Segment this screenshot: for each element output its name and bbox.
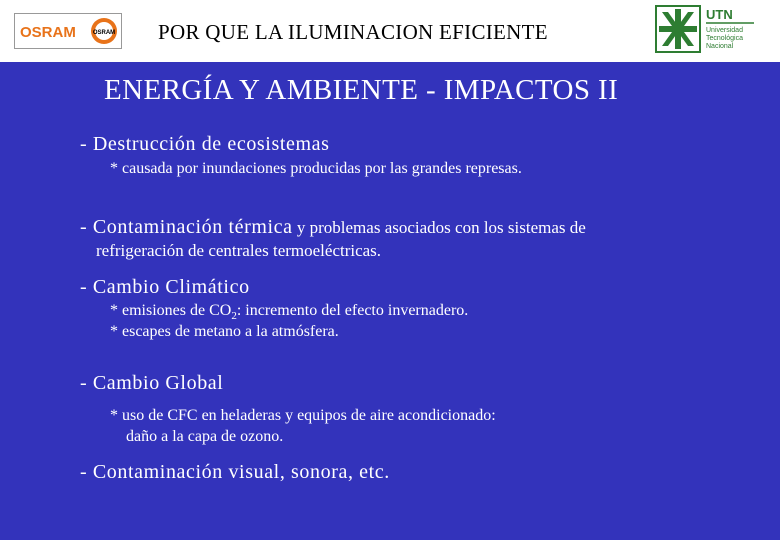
item-contaminacion-termica-tail: y problemas asociados con los sistemas de [292,218,586,237]
item-destruccion-detail: * causada por inundaciones producidas por las grandes represas. [110,160,522,177]
item-destruccion-heading: - Destrucción de ecosistemas [80,133,330,155]
slide-body [0,62,780,540]
slide-header [0,0,780,62]
slide-title: ENERGÍA Y AMBIENTE - IMPACTOS II [104,74,619,106]
osram-logo [14,13,122,49]
item-contaminacion-termica-detail: refrigeración de centrales termoeléctricas. [96,241,382,260]
utn-logo-text: UTN [706,7,733,22]
item-cambio-climatico-detail-2: * escapes de metano a la atmósfera. [110,323,339,340]
utn-logo-line2: Tecnológica [706,35,743,42]
item-cambio-global-detail-2: daño a la capa de ozono. [126,428,284,445]
header-title: POR QUE LA ILUMINACION EFICIENTE [158,20,548,44]
item-cambio-climatico-heading: - Cambio Climático [80,276,250,298]
utn-logo-line1: Universidad [706,27,743,34]
osram-badge-text: OSRAM [92,30,116,36]
co2-subscript: 2 [231,310,237,323]
osram-logo-text: OSRAM [20,24,76,41]
item-cambio-global-detail-1: * uso de CFC en heladeras y equipos de aire acondicionado: [110,407,496,424]
item-contaminacion-termica-heading: - Contaminación térmica [80,216,293,238]
co2-prefix: * emisiones de CO [110,302,232,319]
utn-logo-line3: Nacional [706,43,734,50]
utn-logo [654,4,774,54]
item-contaminacion-termica-line [80,216,586,239]
item-cambio-global-heading: - Cambio Global [80,372,224,394]
item-cambio-climatico-detail-1 [110,302,469,323]
co2-suffix: : incremento del efecto invernadero. [236,302,469,319]
item-contaminacion-visual-heading: - Contaminación visual, sonora, etc. [80,461,390,483]
